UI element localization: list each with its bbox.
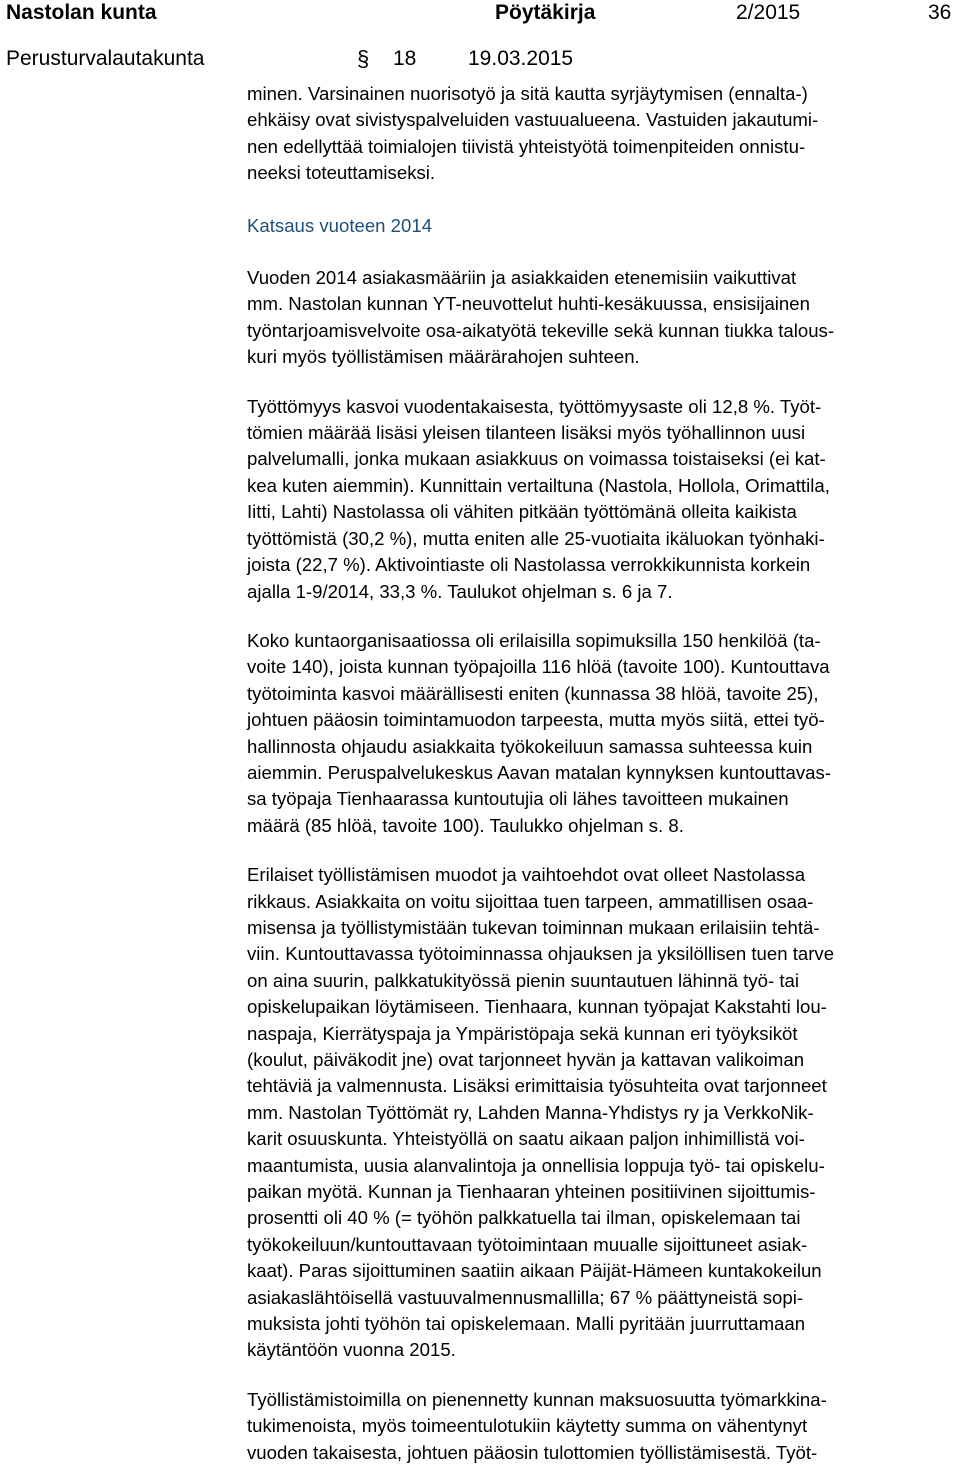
paragraph-3 — [247, 394, 957, 605]
text-line: käytäntöön vuonna 2015. — [247, 1339, 456, 1361]
text-line: työttömistä (30,2 %), mutta eniten alle 25-vuotiaita ikäluokan työnhaki- — [247, 527, 825, 549]
text-line: neeksi toteuttamiseksi. — [247, 162, 436, 184]
text-line: työntarjoamisvelvoite osa-aikatyötä tekeville sekä kunnan tiukka talous- — [247, 319, 835, 341]
section-heading: Katsaus vuoteen 2014 — [247, 214, 433, 236]
text-line: työtoiminta kasvoi määrällisesti eniten (kunnassa 38 hlöä, tavoite 25), — [247, 682, 819, 704]
text-line: tömien määrää lisäsi yleisen tilanteen lisäksi myös työhallinnon uusi — [247, 422, 806, 444]
text-line: muksista johti työhön tai opiskelemaan. Malli pyritään juurruttamaan — [247, 1313, 806, 1335]
text-line: naspaja, Kierrätyspaja ja Ympäristöpaja sekä kunnan eri työyksiköt — [247, 1022, 798, 1044]
text-line: Erilaiset työllistämisen muodot ja vaihtoehdot ovat olleet Nastolassa — [247, 864, 806, 886]
text-line: (koulut, päiväkodit jne) ovat tarjonneet hyvän ja kattavan valikoiman — [247, 1049, 805, 1070]
text-line: misensa ja työllistymistään tukevan toiminnan mukaan erilaisiin tehtä- — [247, 916, 820, 938]
text-line: Työllistämistoimilla on pienennetty kunnan maksuosuutta työmarkkina- — [247, 1388, 827, 1410]
text-line: johtuen pääosin toimintamuodon tarpeesta, mutta myös siitä, ettei työ- — [247, 709, 825, 731]
text-line: aiemmin. Peruspalvelukeskus Aavan matalan kynnyksen kuntouttavas- — [247, 761, 831, 783]
text-line: Iitti, Lahti) Nastolassa oli vähiten pitkään työttömänä olleita kaikista — [247, 501, 797, 523]
text-line: Työttömyys kasvoi vuodentakaisesta, työttömyysaste oli 12,8 %. Työt- — [247, 395, 822, 417]
text-line: kea kuten aiemmin). Kunnittain vertailtuna (Nastola, Hollola, Orimattila, — [247, 474, 830, 496]
paragraph-5 — [247, 862, 957, 1364]
organization-name: Nastolan kunta — [6, 1, 157, 24]
page-number: 36 — [928, 1, 952, 24]
text-line: voite 140), joista kunnan työpajoilla 116 hlöä (tavoite 100). Kuntouttava — [247, 656, 830, 678]
text-line: määrä (85 hlöä, tavoite 100). Taulukko ohjelman s. 8. — [247, 814, 684, 836]
text-line: ehkäisy ovat sivistyspalveluiden vastuualueena. Vastuiden jakautumi- — [247, 109, 819, 131]
text-line: rikkaus. Asiakkaita on voitu sijoittaa tuen tarpeen, ammatillisen osaa- — [247, 890, 814, 912]
text-line: karit osuuskunta. Yhteistyöllä on saatu aikaan paljon inhimillistä voi- — [247, 1128, 805, 1150]
text-line: ajalla 1-9/2014, 33,3 %. Taulukot ohjelman s. 6 ja 7. — [247, 580, 673, 602]
board-name: Perusturvalautakunta — [6, 47, 205, 70]
section-symbol: § — [357, 46, 370, 71]
text-line: nen edellyttää toimialojen tiivistä yhteistyötä toimenpiteiden onnistu- — [247, 135, 806, 157]
paragraph-1 — [247, 81, 957, 187]
text-line: Koko kuntaorganisaatiossa oli erilaisilla sopimuksilla 150 henkilöä (ta- — [247, 629, 821, 651]
document-type: Pöytäkirja — [495, 1, 596, 24]
text-line: maantumista, uusia alanvalintoja ja onnellisia loppuja työ- tai opiskelu- — [247, 1154, 825, 1176]
section-number: 18 — [393, 47, 417, 70]
text-line: vuoden takaisesta, johtuen pääosin tulottomien työllistämisestä. Työt- — [247, 1441, 818, 1463]
text-line: mm. Nastolan Työttömät ry, Lahden Manna-Yhdistys ry ja VerkkoNik- — [247, 1101, 814, 1123]
text-line: minen. Varsinainen nuorisotyö ja sitä kautta syrjäytymisen (ennalta-) — [247, 83, 808, 104]
text-line: joista (22,7 %). Aktivointiaste oli Nastolassa verrokkikunnista korkein — [247, 554, 811, 576]
text-line: viin. Kuntouttavassa työtoiminnassa ohjauksen ja yksilöllisen tuen tarve — [247, 943, 835, 965]
text-line: kaat). Paras sijoittuminen saatiin aikaan Päijät-Hämeen kuntakokeilun — [247, 1260, 822, 1282]
text-line: paikan myötä. Kunnan ja Tienhaaran yhteinen positiivinen sijoittumis- — [247, 1181, 816, 1203]
text-line: asiakaslähtöisellä vastuuvalmennusmallilla; 67 % päättyneistä sopi- — [247, 1286, 804, 1308]
text-line: opiskelupaikan löytämiseen. Tienhaara, kunnan työpajat Kakstahti lou- — [247, 996, 827, 1018]
text-line: palvelumalli, jonka mukaan asiakkuus on voimassa toistaiseksi (ei kat- — [247, 448, 826, 470]
document-body — [247, 81, 957, 1466]
document-header — [0, 0, 960, 28]
text-line: kuri myös työllistämisen määrärahojen suhteen. — [247, 346, 640, 368]
meeting-date: 19.03.2015 — [468, 47, 574, 70]
paragraph-4 — [247, 628, 957, 839]
text-line: on aina suurin, palkkatukityössä pienin suuntautuen lähinnä työ- tai — [247, 969, 799, 991]
paragraph-2 — [247, 265, 957, 371]
text-line: tukimenoista, myös toimeentulotukiin käytetty summa on vähentynyt — [247, 1415, 808, 1437]
text-line: mm. Nastolan kunnan YT-neuvottelut huhti-kesäkuussa, ensisijainen — [247, 293, 810, 315]
text-line: työkokeiluun/kuntouttavaan työtoimintaan muualle sijoittuneet asiak- — [247, 1233, 808, 1255]
text-line: Vuoden 2014 asiakasmääriin ja asiakkaiden etenemisiin vaikuttivat — [247, 267, 797, 289]
text-line: hallinnosta ohjaudu asiakkaita työkokeiluun samassa suhteessa kuin — [247, 735, 813, 757]
document-subheader — [0, 44, 960, 74]
text-line: tehtäviä ja valmennusta. Lisäksi erimittaisia työsuhteita ovat tarjonneet — [247, 1075, 827, 1097]
text-line: sa työpaja Tienhaarassa kuntoutujia oli lähes tavoitteen mukainen — [247, 788, 789, 810]
paragraph-6 — [247, 1387, 957, 1466]
document-number: 2/2015 — [736, 1, 801, 24]
text-line: prosentti oli 40 % (= työhön palkkatuella tai ilman, opiskelemaan tai — [247, 1207, 801, 1229]
